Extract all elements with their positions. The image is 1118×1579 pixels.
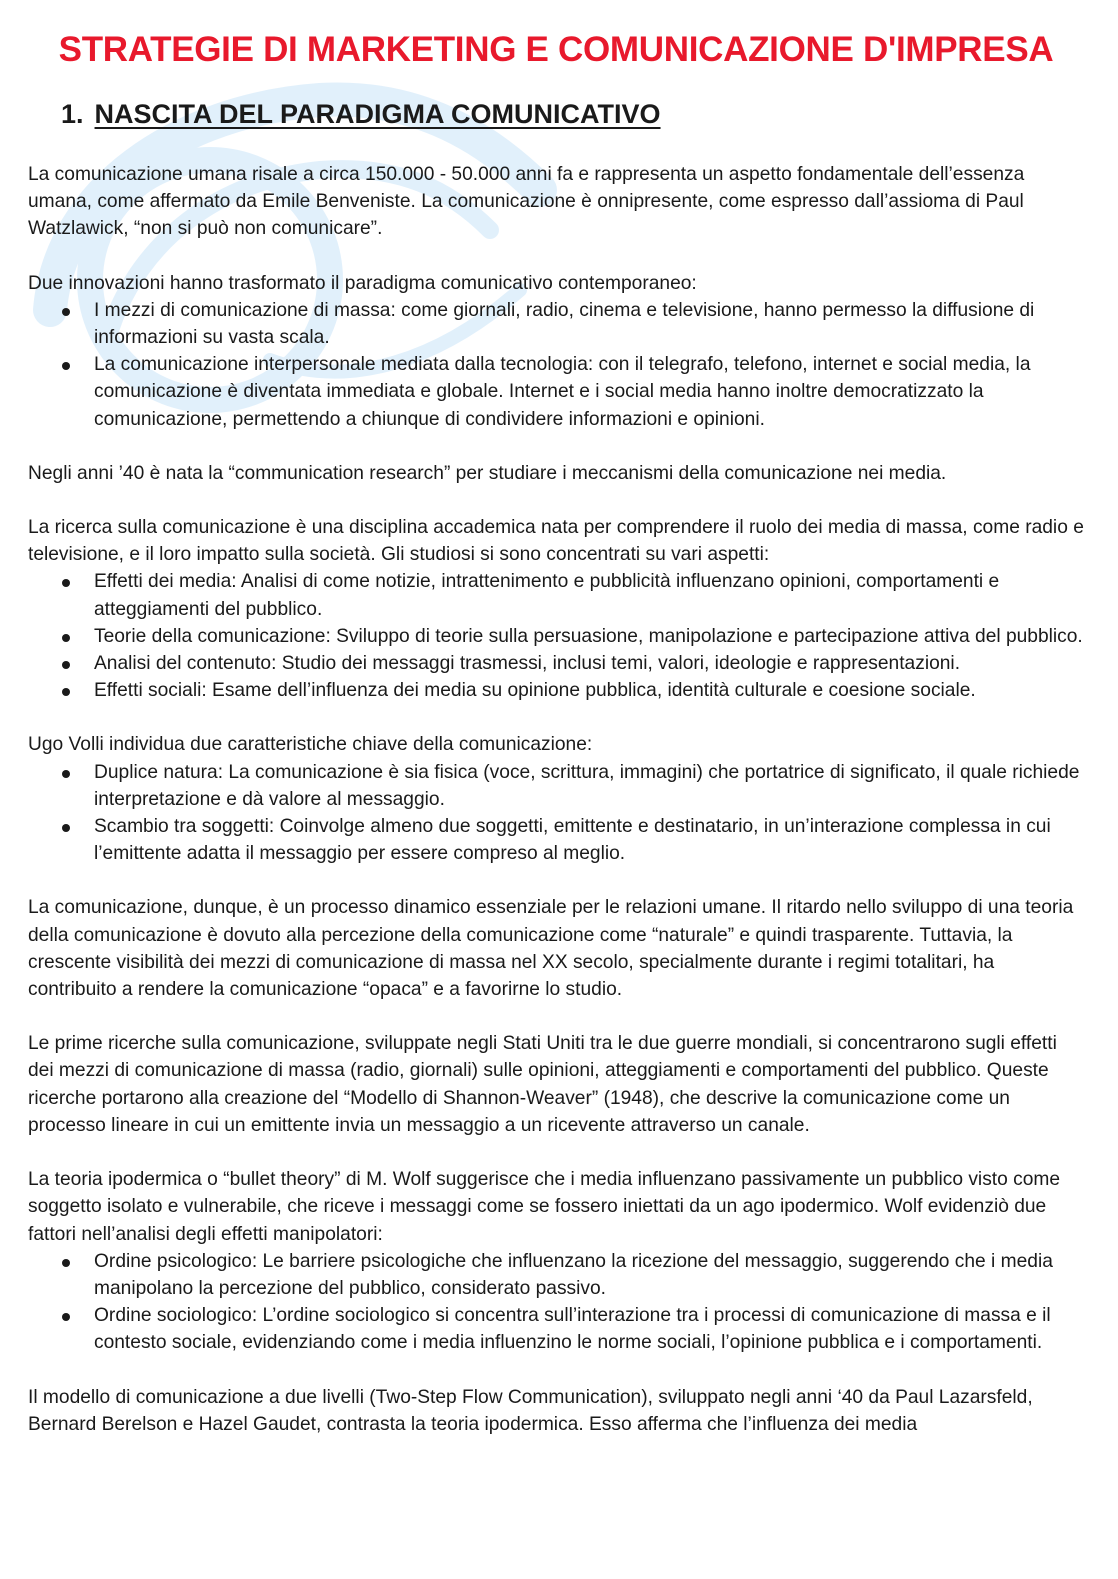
section-heading	[61, 98, 1084, 130]
bullet-list	[28, 297, 1084, 433]
list-item: Ordine sociologico: L’ordine sociologico si concentra sull’interazione tra i processi di comunicazione di massa e il contesto sociale, evidenziando come i media influenzino le norme sociali, l’opinione pubblica e i comportamenti.	[94, 1302, 1084, 1356]
section-number: 1.	[61, 99, 84, 129]
paragraph: Ugo Volli individua due caratteristiche chiave della comunicazione:	[28, 734, 593, 756]
paragraph: Negli anni ’40 è nata la “communication research” per studiare i meccanismi della comunicazione nei media.	[28, 462, 947, 484]
list-item: Analisi del contenuto: Studio dei messaggi trasmessi, inclusi temi, valori, ideologie e rappresentazioni.	[94, 650, 1084, 677]
paragraph: La teoria ipodermica o “bullet theory” di M. Wolf suggerisce che i media influenzano passivamente un pubblico visto come soggetto isolato e vulnerabile, che riceve i messaggi come se fossero iniettati da un ago ipodermico. Wolf evidenziò due fattori nell’analisi degli effetti manipolatori:	[28, 1169, 1061, 1245]
bullet-list	[28, 1248, 1084, 1357]
document-title: STRATEGIE DI MARKETING E COMUNICAZIONE D'IMPRESA	[58, 30, 1054, 69]
list-item: Duplice natura: La comunicazione è sia fisica (voce, scrittura, immagini) che portatrice di significato, il quale richiede interpretazione e dà valore al messaggio.	[94, 759, 1084, 813]
bullet-list	[28, 759, 1084, 868]
paragraph: Due innovazioni hanno trasformato il paradigma comunicativo contemporaneo:	[28, 272, 697, 294]
list-item: La comunicazione interpersonale mediata dalla tecnologia: con il telegrafo, telefono, internet e social media, la comunicazione è diventata immediata e globale. Internet e i social media hanno inoltre democratizzato la comunicazione, permettendo a chiunque di condividere informazioni e opinioni.	[94, 351, 1084, 433]
paragraph: La comunicazione, dunque, è un processo dinamico essenziale per le relazioni umane. Il ritardo nello sviluppo di una teoria della comunicazione è dovuto alla percezione della comunicazione come “naturale” e quindi trasparente. Tuttavia, la crescente visibilità dei mezzi di comunicazione di massa nel XX secolo, specialmente durante i regimi totalitari, ha contribuito a rendere la comunicazione “opaca” e a favorirne lo studio.	[28, 897, 1074, 1001]
list-item: I mezzi di comunicazione di massa: come giornali, radio, cinema e televisione, hanno permesso la diffusione di informazioni su vasta scala.	[94, 297, 1084, 351]
list-item: Effetti sociali: Esame dell’influenza dei media su opinione pubblica, identità culturale e coesione sociale.	[94, 677, 1084, 704]
list-item: Scambio tra soggetti: Coinvolge almeno due soggetti, emittente e destinatario, in un’interazione complessa in cui l’emittente adatta il messaggio per essere compreso al meglio.	[94, 813, 1084, 867]
list-item: Teorie della comunicazione: Sviluppo di teorie sulla persuasione, manipolazione e partecipazione attiva del pubblico.	[94, 623, 1084, 650]
list-item: Effetti dei media: Analisi di come notizie, intrattenimento e pubblicità influenzano opinioni, comportamenti e atteggiamenti del pubblico.	[94, 568, 1084, 622]
paragraph: Le prime ricerche sulla comunicazione, sviluppate negli Stati Uniti tra le due guerre mondiali, si concentrarono sugli effetti dei mezzi di comunicazione di massa (radio, giornali) sulle opinioni, atteggiamenti e comportamenti del pubblico. Queste ricerche portarono alla creazione del “Modello di Shannon-Weaver” (1948), che descrive la comunicazione come un processo lineare in cui un emittente invia un messaggio a un ricevente attraverso un canale.	[28, 1033, 1057, 1136]
paragraph: La comunicazione umana risale a circa 150.000 - 50.000 anni fa e rappresenta un aspetto fondamentale dell’essenza umana, come affermato da Emile Benveniste. La comunicazione è onnipresente, come espresso dall’assioma di Paul Watzlawick, “non si può non comunicare”.	[28, 164, 1025, 240]
paragraph: La ricerca sulla comunicazione è una disciplina accademica nata per comprendere il ruolo dei media di massa, come radio e televisione, e il loro impatto sulla società. Gli studiosi si sono concentrati su vari aspetti:	[28, 517, 1084, 566]
section-title: NASCITA DEL PARADIGMA COMUNICATIVO	[94, 99, 661, 129]
bullet-list	[28, 568, 1084, 704]
paragraph: Il modello di comunicazione a due livelli (Two-Step Flow Communication), sviluppato negli anni ‘40 da Paul Lazarsfeld, Bernard Berelson e Hazel Gaudet, contrasta la teoria ipodermica. Esso afferma che l’influenza dei media	[28, 1386, 1033, 1435]
list-item: Ordine psicologico: Le barriere psicologiche che influenzano la ricezione del messaggio, suggerendo che i media manipolano la percezione del pubblico, considerato passivo.	[94, 1248, 1084, 1302]
